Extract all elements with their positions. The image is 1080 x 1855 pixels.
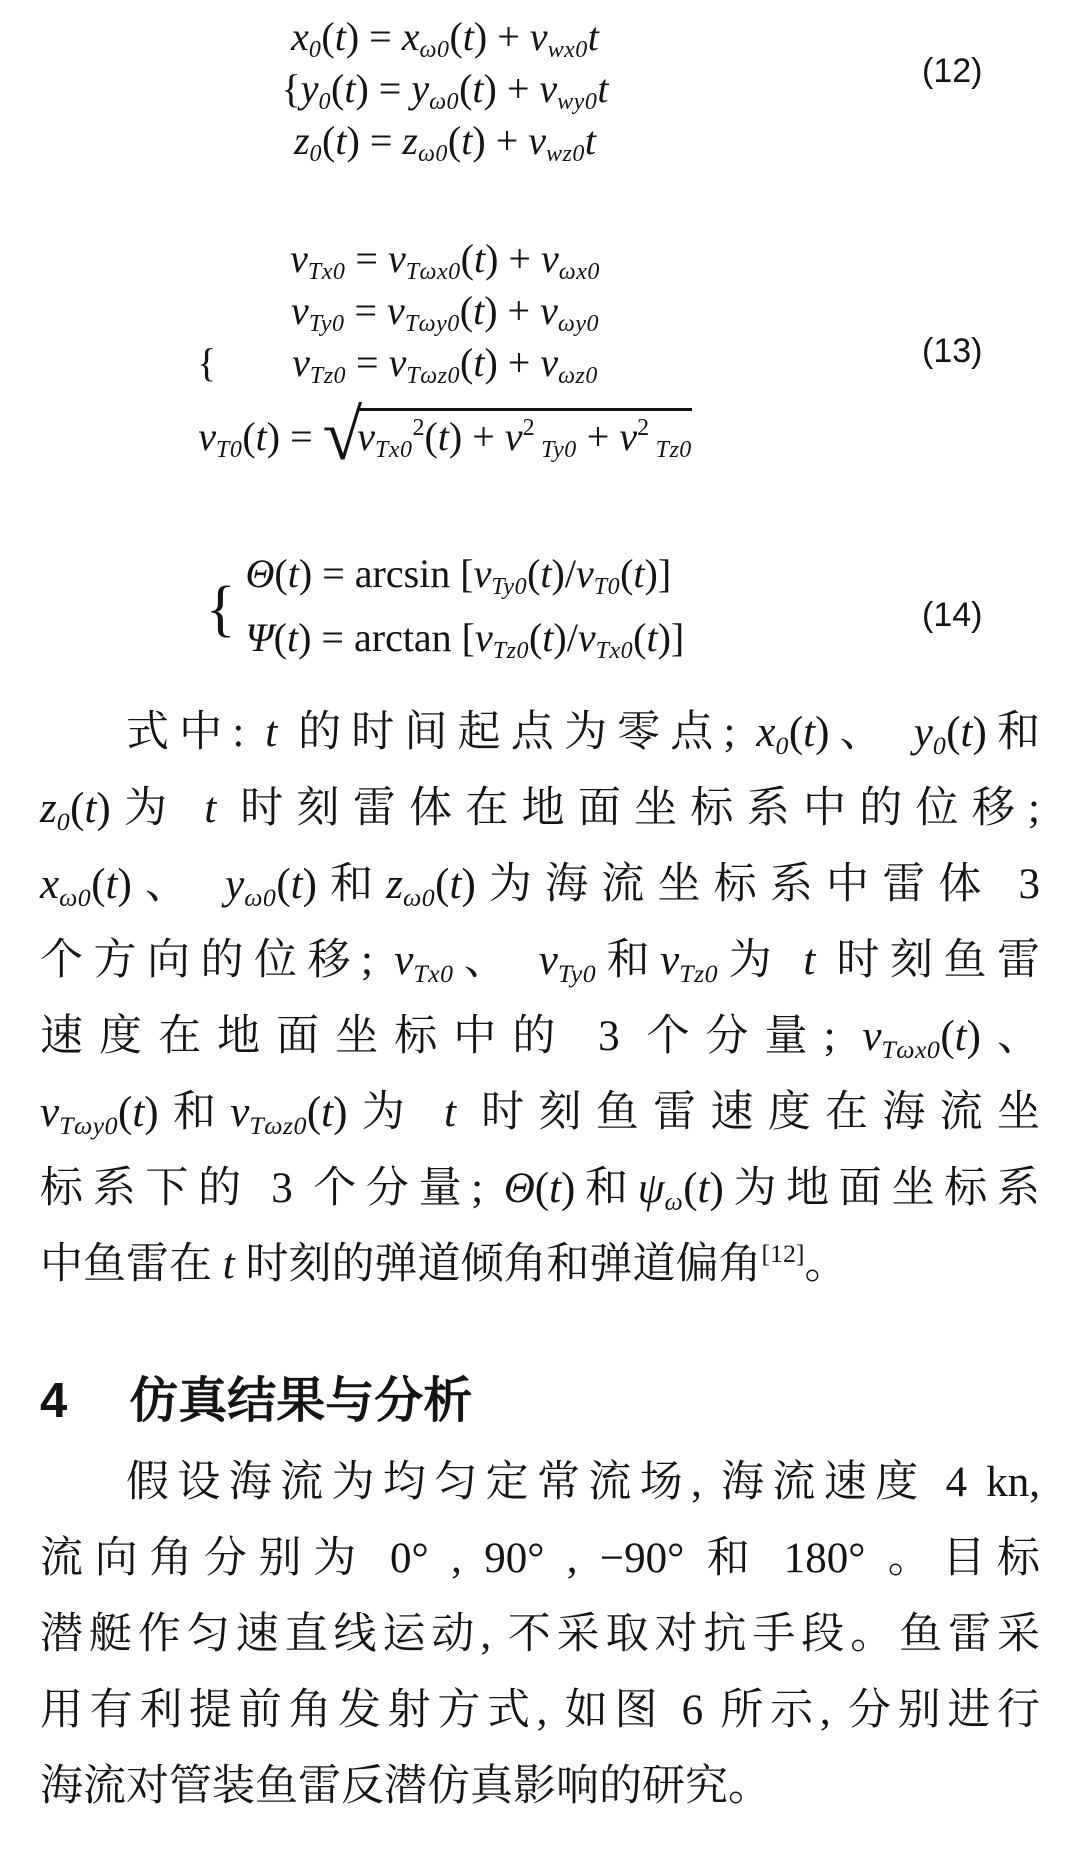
equation-14-lines <box>246 545 685 673</box>
equation-14-number: (14) <box>922 596 983 634</box>
paragraph-line: xω0(t)、 yω0(t)和zω0(t)为海流坐标系中雷体 3 <box>40 861 1040 912</box>
equation-13-line-2: vTy0 = vTωy0(t) + vωy0 <box>291 288 599 338</box>
paragraph-line: 流向角分别为 0° , 90° , −90° 和 180° 。目标 <box>40 1535 1040 1582</box>
paragraph-line: z0(t)为 t 时刻雷体在地面坐标系中的位移; <box>40 785 1040 836</box>
paragraph-variables-explanation <box>40 695 1040 1303</box>
equation-14-line-2: Ψ(t) = arctan [vTz0(t)/vTx0(t)] <box>245 615 685 665</box>
equation-13-number: (13) <box>922 332 983 370</box>
left-brace: { <box>205 575 236 643</box>
paragraph-line: 个方向的位移; vTx0、 vTy0和vTz0为 t 时刻鱼雷 <box>40 937 1041 988</box>
equation-13-line-3: { vTz0 = vTωz0(t) + vωz0 <box>197 340 598 390</box>
paragraph-line: vTωy0(t)和vTωz0(t)为 t 时刻鱼雷速度在海流坐 <box>40 1089 1040 1140</box>
equation-12-line-3: z0(t) = zω0(t) + vwz0t <box>293 118 597 168</box>
section-title: 仿真结果与分析 <box>129 1374 473 1428</box>
paragraph-line: 式中: t 的时间起点为零点; x0(t)、 y0(t)和 <box>126 709 1040 760</box>
section-heading <box>40 1372 1040 1430</box>
equation-13 <box>0 236 890 475</box>
section-number: 4 <box>40 1374 68 1428</box>
paragraph-line: 中鱼雷在 t 时刻的弹道倾角和弹道偏角[12]。 <box>40 1239 848 1288</box>
paragraph-line: 速度在地面坐标中的 3 个分量; vTωx0(t)、 <box>40 1013 1040 1064</box>
paragraph-simulation-setup <box>40 1445 1040 1825</box>
equation-12-line-2: {y0(t) = yω0(t) + vwy0t <box>281 66 609 116</box>
paragraph-line: 假设海流为均匀定常流场, 海流速度 4 kn, <box>126 1459 1040 1506</box>
paragraph-line: 潜艇作匀速直线运动, 不采取对抗手段。鱼雷采 <box>40 1611 1040 1658</box>
equation-13-line-1: vTx0 = vTωx0(t) + vωx0 <box>290 236 600 286</box>
equation-12-line-1: x0(t) = xω0(t) + vwx0t <box>291 14 599 64</box>
paragraph-line: 海流对管装鱼雷反潜仿真影响的研究。 <box>40 1763 771 1810</box>
paragraph-line: 标系下的 3 个分量; Θ(t)和ψω(t)为地面坐标系 <box>40 1165 1040 1216</box>
equation-12-number: (12) <box>922 52 983 90</box>
equation-14 <box>0 545 890 673</box>
equation-13-line-4: $vT0(t) = √vTx0^2(t) + v^2$ $Ty0 + v^2$ Tz0 <box>198 394 692 475</box>
equation-14-line-1: Θ(t) = arcsin [vTy0(t)/vT0(t)] <box>245 551 672 601</box>
paragraph-line: 用有利提前角发射方式, 如图 6 所示, 分别进行 <box>40 1687 1040 1734</box>
equation-14-group <box>206 545 684 673</box>
equation-12 <box>0 14 890 170</box>
